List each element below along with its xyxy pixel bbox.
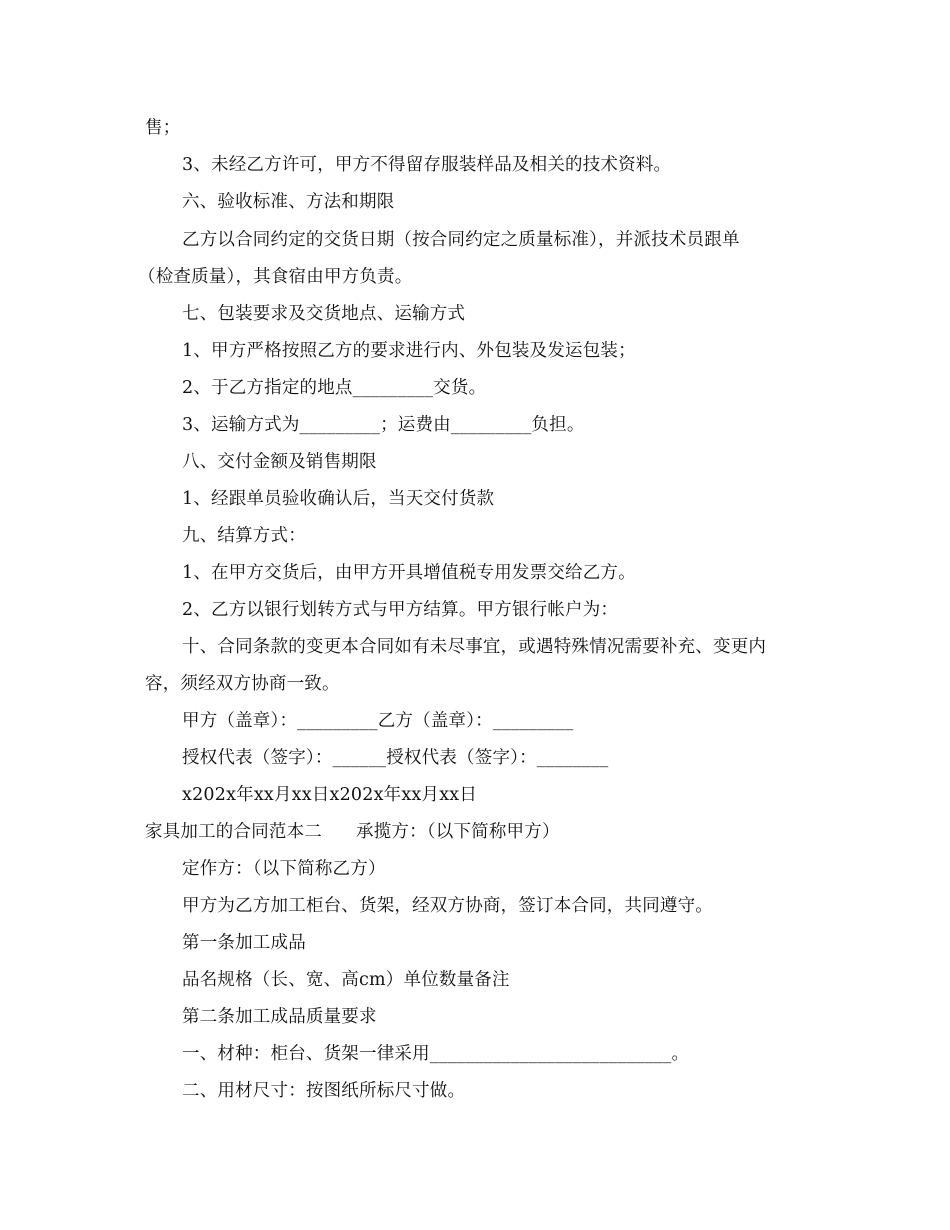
section-heading: 七、包装要求及交货地点、运输方式 — [182, 304, 466, 324]
contract-heading — [145, 814, 950, 850]
text-line: 1、甲方严格按照乙方的要求进行内、外包装及发运包装； — [182, 341, 636, 361]
section-heading: 第一条加工成品 — [182, 933, 306, 953]
contractor-label: 承揽方：（以下简称甲方） — [356, 822, 560, 842]
date-line: x202x年xx月xx日x202x年xx月xx日 — [182, 785, 478, 805]
signature-line: 甲方（盖章）：_________乙方（盖章）：_________ — [182, 711, 574, 731]
section-heading: 九、结算方式： — [182, 526, 306, 546]
signature-line: 授权代表（签字）：______授权代表（签字）：________ — [182, 748, 609, 768]
section-heading: 六、验收标准、方法和期限 — [182, 192, 395, 212]
text-line: （检查质量），其食宿由甲方负责。 — [138, 267, 413, 287]
text-line: 甲方为乙方加工柜台、货架，经双方协商，签订本合同，共同遵守。 — [182, 896, 713, 916]
text-line: 3、运输方式为_________；运费由_________负担。 — [182, 415, 585, 435]
text-line: 品名规格（长、宽、高cm）单位数量备注 — [182, 970, 510, 990]
text-line: 1、经跟单员验收确认后，当天交付货款 — [182, 489, 495, 509]
text-line: 一、材种：柜台、货架一律采用___________________________。 — [182, 1044, 690, 1064]
text-line: 定作方：（以下简称乙方） — [182, 859, 386, 879]
text-line: 二、用材尺寸：按图纸所标尺寸做。 — [182, 1081, 466, 1101]
text-line: 乙方以合同约定的交货日期（按合同约定之质量标准），并派技术员跟单 — [182, 230, 740, 250]
text-line: 1、在甲方交货后，由甲方开具增值税专用发票交给乙方。 — [182, 563, 636, 583]
section-heading: 十、合同条款的变更本合同如有未尽事宜，或遇特殊情况需要补充、变更内 — [182, 637, 767, 657]
text-line: 2、于乙方指定的地点_________交货。 — [182, 378, 487, 398]
text-line: 3、未经乙方许可，甲方不得留存服装样品及相关的技术资料。 — [182, 155, 672, 175]
section-heading: 八、交付金额及销售期限 — [182, 452, 377, 472]
section-heading: 第二条加工成品质量要求 — [182, 1007, 377, 1027]
contract-title: 家具加工的合同范本二 — [145, 822, 322, 842]
text-line: 售； — [145, 118, 181, 138]
text-line: 容，须经双方协商一致。 — [145, 674, 340, 694]
text-line: 2、乙方以银行划转方式与甲方结算。甲方银行帐户为： — [182, 600, 619, 620]
